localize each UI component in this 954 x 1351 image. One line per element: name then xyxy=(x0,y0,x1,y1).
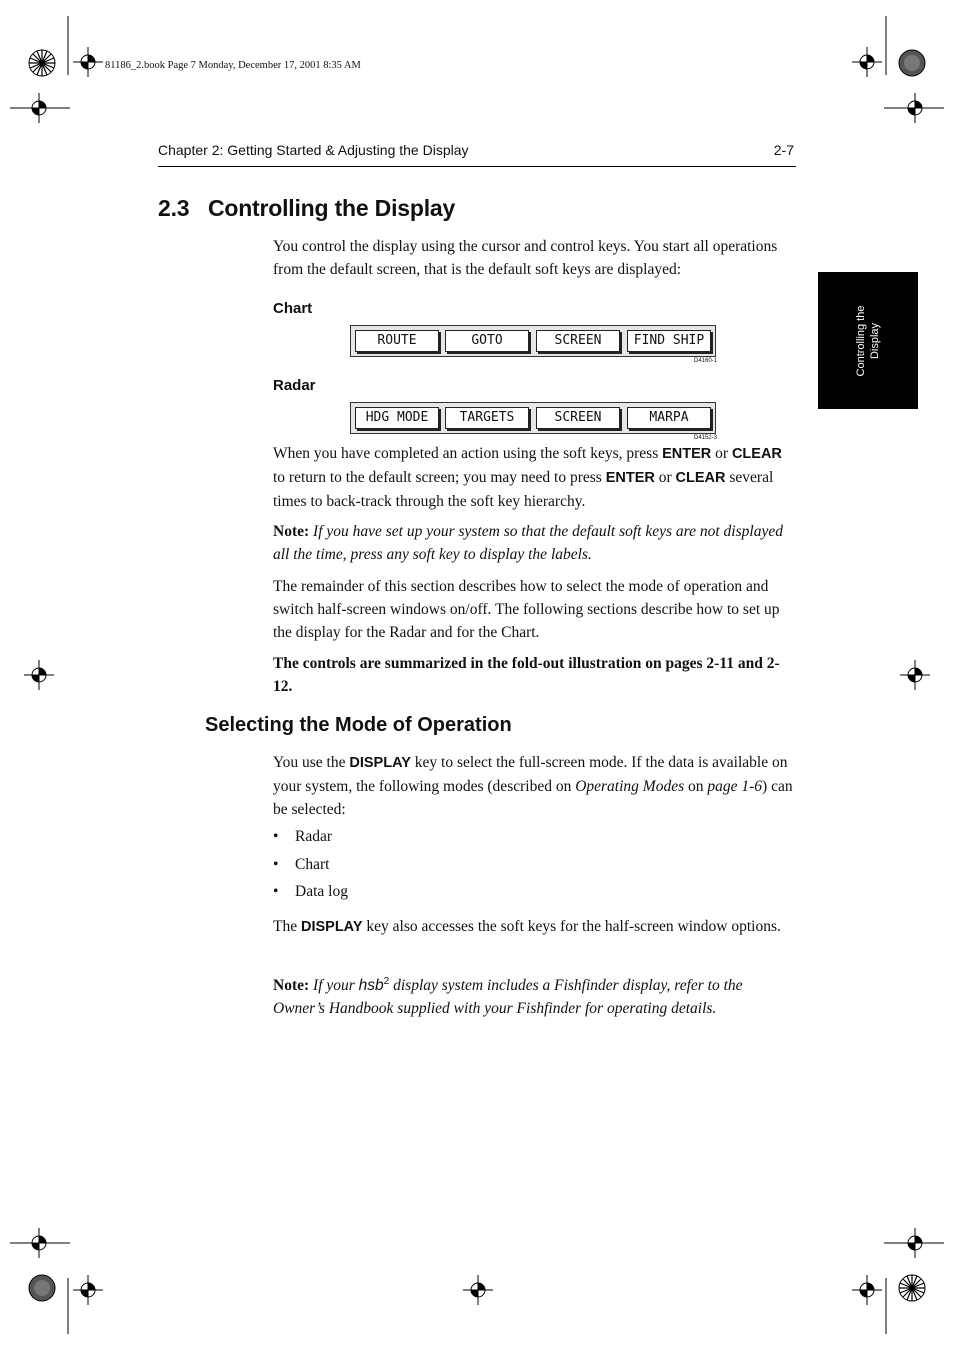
text-run: ) can be selected: xyxy=(273,778,793,818)
registration-target-icon xyxy=(852,47,882,77)
key-clear: CLEAR xyxy=(731,446,782,462)
registration-target-icon xyxy=(24,660,54,690)
list-item: • Chart xyxy=(273,856,330,873)
display-softkeys-paragraph xyxy=(273,915,797,939)
mode-radar: Radar xyxy=(295,828,333,845)
key-clear: CLEAR xyxy=(675,470,726,486)
softkey-targets: TARGETS xyxy=(445,407,529,429)
section-title: 2.3 Controlling the Display xyxy=(158,195,456,221)
text-run: key to select the full-screen mode. If the data is available on your system, the following modes (described on xyxy=(273,754,788,795)
text-run: The xyxy=(273,918,301,935)
text-run: or xyxy=(654,469,676,486)
note-text: display system includes a Fishfinder display, refer to the Owner’s Handbook supplied with your Fishfinder for operating details. xyxy=(273,977,743,1018)
side-tab-line1: Controlling the xyxy=(855,305,867,376)
registration-target-icon xyxy=(900,93,930,123)
enter-clear-paragraph xyxy=(273,442,797,513)
note-text: If you have set up your system so that the default soft keys are not displayed all the time, press any soft key to display the labels. xyxy=(273,523,783,563)
color-wheel-icon xyxy=(898,1274,926,1302)
note-softkeys xyxy=(273,520,797,566)
key-display: DISPLAY xyxy=(349,755,411,771)
registration-target-icon xyxy=(463,1275,493,1305)
note-text: If your xyxy=(309,977,359,995)
mode-data-log: Data log xyxy=(295,883,348,900)
hsb-superscript: 2 xyxy=(383,976,390,987)
text-run: several times to back-track through the soft key hierarchy. xyxy=(273,469,774,510)
remainder-paragraph: The remainder of this section describes how to select the mode of operation and switch half-screen windows on/off. The following sections describe how to set up the display for the Radar and for the Chart. xyxy=(273,578,780,641)
registration-target-icon xyxy=(24,1228,54,1258)
softkey-screen: SCREEN xyxy=(536,407,620,429)
figure-code: D4160-1 xyxy=(694,358,718,364)
softkey-goto: GOTO xyxy=(445,330,529,352)
radar-label: Radar xyxy=(273,377,316,394)
header-rule xyxy=(158,166,796,167)
registration-target-icon xyxy=(900,1228,930,1258)
text-run: to return to the default screen; you may need to press xyxy=(273,469,606,486)
page-number: 2-7 xyxy=(773,142,794,158)
cross-reference: Operating Modes xyxy=(575,778,685,795)
chart-label: Chart xyxy=(273,300,313,317)
text-run: key also accesses the soft keys for the half-screen window options. xyxy=(362,918,781,935)
intro-paragraph: You control the display using the cursor and control keys. You start all operations from the default screen, that is the default soft keys are displayed: xyxy=(273,238,778,278)
display-key-paragraph xyxy=(273,751,797,821)
softkey-hdg-mode: HDG MODE xyxy=(355,407,439,429)
registration-target-icon xyxy=(73,1275,103,1305)
text-run: When you have completed an action using the soft keys, press xyxy=(273,445,663,462)
side-tab xyxy=(818,272,918,409)
page-reference: page 1-6 xyxy=(707,778,763,795)
list-item: • Data log xyxy=(273,883,348,900)
side-tab-label xyxy=(854,305,882,376)
registration-target-icon xyxy=(900,660,930,690)
figure-code: D4152-3 xyxy=(694,435,718,441)
softkey-route: ROUTE xyxy=(355,330,439,352)
registration-target-icon xyxy=(73,47,103,77)
fold-out-summary: The controls are summarized in the fold-out illustration on pages 2-11 and 2-12. xyxy=(273,655,780,695)
running-header: Chapter 2: Getting Started & Adjusting the Display xyxy=(158,142,469,158)
softkey-marpa: MARPA xyxy=(627,407,711,429)
radar-softkey-strip xyxy=(350,402,716,434)
note-label: Note: xyxy=(273,977,310,995)
key-display: DISPLAY xyxy=(300,919,363,935)
book-info-line: 81186_2.book Page 7 Monday, December 17, 2001 8:35 AM xyxy=(105,60,361,71)
gray-disc-icon xyxy=(898,49,926,77)
subsection-title: Selecting the Mode of Operation xyxy=(205,714,512,736)
registration-target-icon xyxy=(852,1275,882,1305)
softkey-find-ship: FIND SHIP xyxy=(627,330,711,352)
softkey-screen: SCREEN xyxy=(536,330,620,352)
note-fishfinder xyxy=(273,970,797,1020)
hsb-logo-text: hsb xyxy=(358,977,384,995)
registration-target-icon xyxy=(24,93,54,123)
note-label: Note: xyxy=(273,523,310,540)
text-run: or xyxy=(711,445,732,462)
text-run: on xyxy=(684,778,708,795)
key-enter: ENTER xyxy=(605,470,655,486)
mode-chart: Chart xyxy=(295,856,330,873)
list-item: • Radar xyxy=(273,828,333,845)
gray-disc-icon xyxy=(28,1274,56,1302)
key-enter: ENTER xyxy=(662,446,712,462)
text-run: You use the xyxy=(273,754,350,771)
color-wheel-icon xyxy=(28,49,56,77)
chart-softkey-strip xyxy=(350,325,716,357)
side-tab-line2: Display xyxy=(869,322,881,359)
